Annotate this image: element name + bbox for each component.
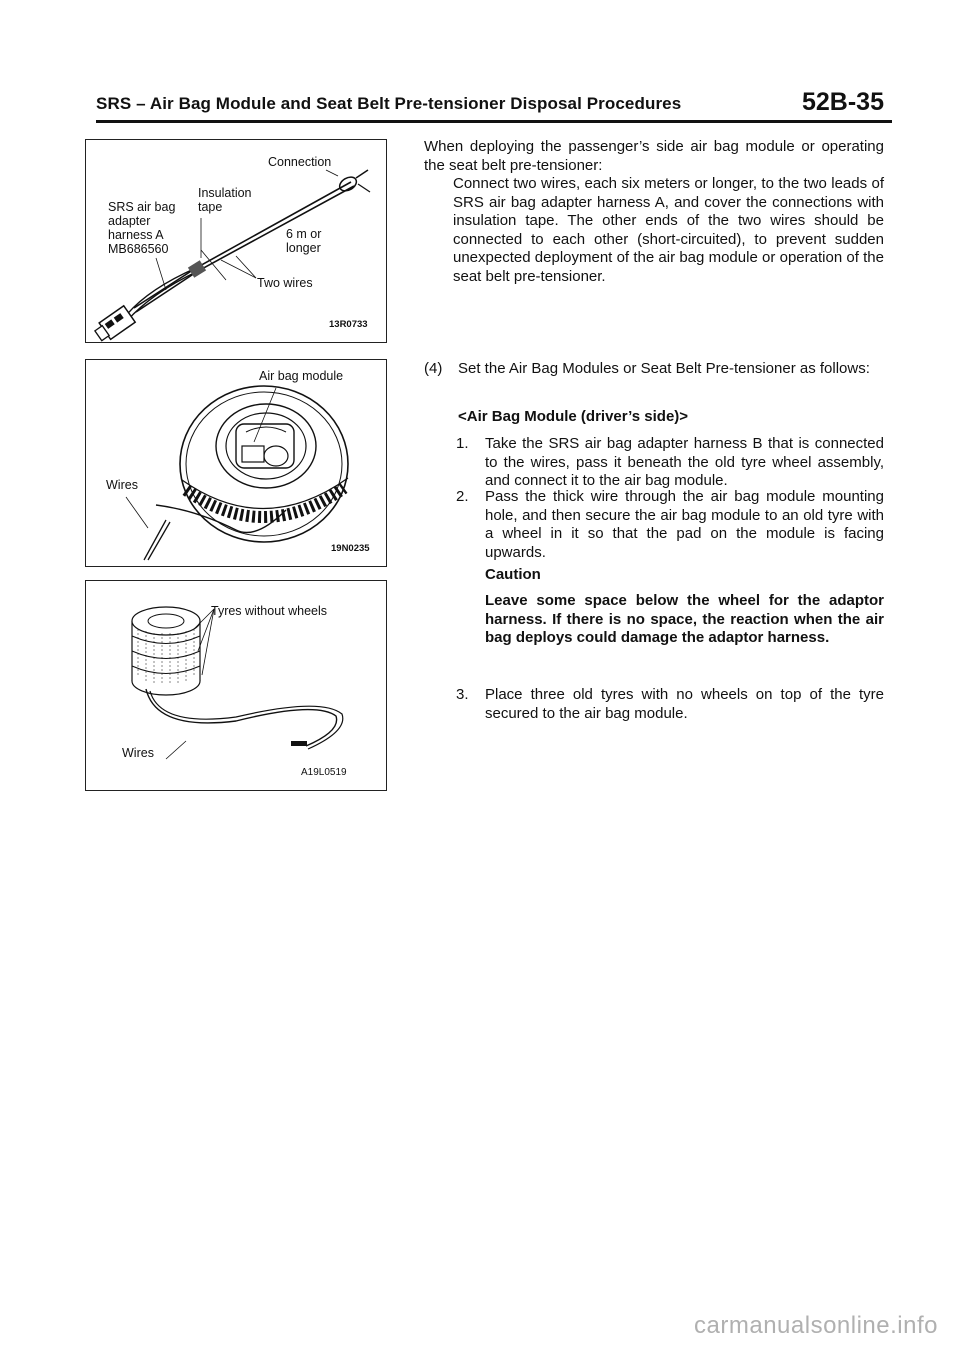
label-tyres-without-wheels: Tyres without wheels xyxy=(211,604,328,618)
subheading-text: <Air Bag Module (driver’s side)> xyxy=(458,408,689,425)
intro-line: When deploying the passenger’s side air bag module or operating the seat belt pre-tensioner: xyxy=(424,138,884,174)
subheading xyxy=(424,408,884,427)
header-title: SRS – Air Bag Module and Seat Belt Pre-tensioner Disposal Procedures xyxy=(96,94,682,113)
caution-heading xyxy=(424,566,884,585)
item-number: 2. xyxy=(456,488,469,505)
item-3 xyxy=(456,686,884,723)
page-number: 52B-35 xyxy=(802,88,884,116)
step-text: Set the Air Bag Modules or Seat Belt Pre-tensioner as follows: xyxy=(458,360,870,377)
item-text: Take the SRS air bag adapter harness B that is connected to the wires, pass it beneath the old tyre wheel assembly, and connect it to the air bag module. xyxy=(485,435,884,489)
caution-block xyxy=(424,592,884,648)
label-air-bag-module: Air bag module xyxy=(259,369,344,383)
figure-stacked-tyres xyxy=(85,580,387,791)
item-1 xyxy=(456,435,884,491)
item-text: Place three old tyres with no wheels on top of the tyre secured to the air bag module. xyxy=(485,686,884,722)
step-number: (4) xyxy=(424,360,443,377)
figure-code: 13R0733 xyxy=(329,319,368,330)
label-wires: Wires xyxy=(106,478,138,492)
label-length: 6 m or longer xyxy=(286,227,322,255)
intro-paragraph xyxy=(424,138,884,286)
label-wires: Wires xyxy=(122,746,154,760)
air-bag-tyre-illustration xyxy=(86,360,386,566)
header-rule xyxy=(96,120,892,123)
label-insulation-tape: Insulation tape xyxy=(198,186,252,214)
watermark: carmanualsonline.info xyxy=(694,1312,938,1339)
item-2 xyxy=(456,488,884,562)
caution-heading-text: Caution xyxy=(485,566,541,583)
figure-air-bag-on-tyre xyxy=(85,359,387,567)
figure-code: A19L0519 xyxy=(301,767,347,778)
item-number: 1. xyxy=(456,435,469,452)
label-two-wires: Two wires xyxy=(257,276,313,290)
figure-code: 19N0235 xyxy=(331,543,370,554)
label-adapter-harness-a: SRS air bag adapter harness A MB686560 xyxy=(108,200,176,256)
step-4 xyxy=(424,360,884,379)
page-header xyxy=(96,84,892,124)
item-number: 3. xyxy=(456,686,469,703)
item-text: Pass the thick wire through the air bag module mounting hole, and then secure the air bag module to an old tyre with a wheel in it so that the pad on the module is facing upwards. xyxy=(485,488,884,561)
caution-text: Leave some space below the wheel for the adaptor harness. If there is no space, the reaction when the air bag deploys could damage the adaptor harness. xyxy=(485,592,884,646)
figure-wire-connection xyxy=(85,139,387,343)
label-connection: Connection xyxy=(268,155,332,169)
intro-detail: Connect two wires, each six meters or longer, to the two leads of SRS air bag adapter harness A, and cover the connections with insulation tape. The other ends of the two wires should be connected to each other (short-circuited), to prevent sudden unexpected deployment of the air bag module or operation of the seat belt pre-tensioner. xyxy=(453,175,884,285)
